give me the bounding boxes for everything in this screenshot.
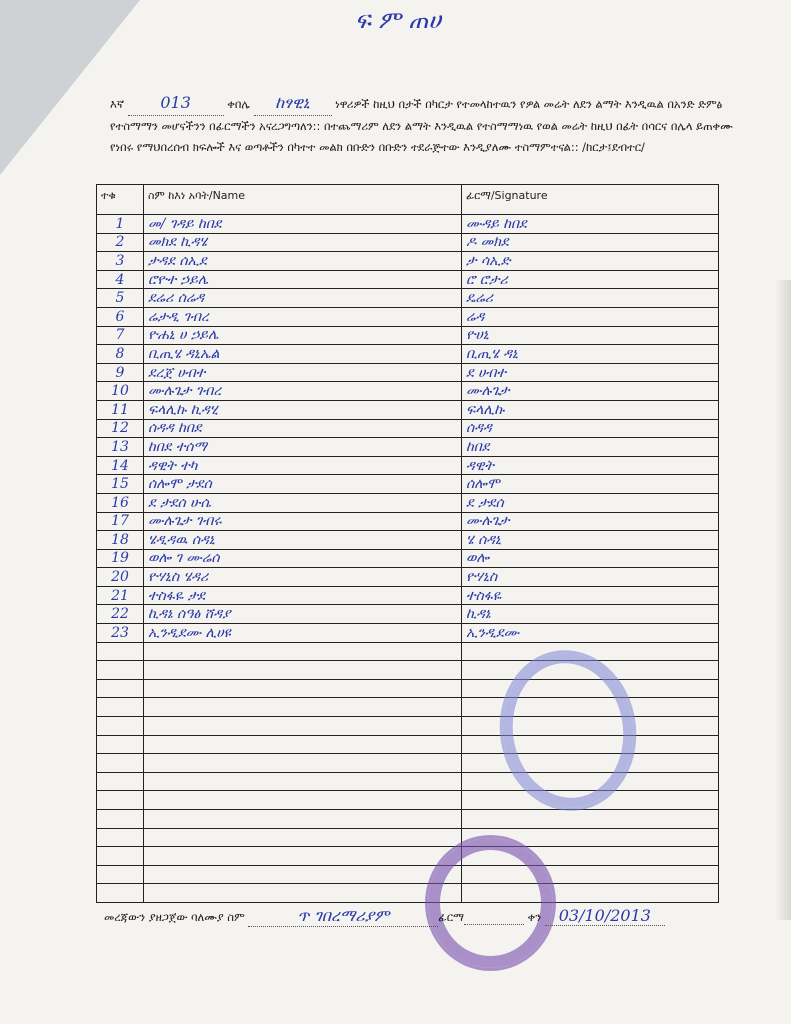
table-row-empty xyxy=(97,661,719,680)
row-number: 12 xyxy=(97,419,144,438)
row-signature: ተስፋዬ xyxy=(462,586,719,605)
row-name: ዮሐኒ ሀ ኃይሌ xyxy=(144,326,462,345)
row-signature: ፍላሊኩ xyxy=(462,400,719,419)
row-signature: ሙሉጌታ xyxy=(462,512,719,531)
table-row xyxy=(97,605,719,624)
row-signature: ኪዳኔ xyxy=(462,605,719,624)
row-name: ሄዲዳዉ ሰዳኒ xyxy=(144,531,462,550)
row-signature: ሙሉጌታ xyxy=(462,382,719,401)
table-row xyxy=(97,233,719,252)
table-row-empty xyxy=(97,791,719,810)
row-number: 13 xyxy=(97,438,144,457)
paper-edge xyxy=(775,280,791,920)
row-name: ደ ታደሰ ሁሴ xyxy=(144,493,462,512)
table-row-empty xyxy=(97,847,719,866)
table-row xyxy=(97,456,719,475)
row-number: 18 xyxy=(97,531,144,550)
id-value: 013 xyxy=(160,93,191,112)
row-number: 22 xyxy=(97,605,144,624)
row-signature: ኢንዲደሙ xyxy=(462,624,719,643)
row-number: 16 xyxy=(97,493,144,512)
row-name: ሮዮተ ኃይሌ xyxy=(144,270,462,289)
table-row xyxy=(97,531,719,550)
row-name: ሙሉጌታ ገብረ xyxy=(144,382,462,401)
date-label: ቀን xyxy=(527,910,542,924)
row-number: 19 xyxy=(97,549,144,568)
row-number: 8 xyxy=(97,345,144,364)
date-value: 03/10/2013 xyxy=(558,906,651,925)
row-number: 7 xyxy=(97,326,144,345)
header-number: ተቁ xyxy=(97,185,144,215)
table-row xyxy=(97,363,719,382)
table-row xyxy=(97,252,719,271)
row-number: 6 xyxy=(97,307,144,326)
row-name: ሙሉጌታ ገብሩ xyxy=(144,512,462,531)
table-row xyxy=(97,475,719,494)
row-number: 10 xyxy=(97,382,144,401)
row-signature: ወሎ xyxy=(462,549,719,568)
row-signature: ታ ሳኢድ xyxy=(462,252,719,271)
attendance-table xyxy=(96,184,719,903)
row-name: መ/ ገዳይ ከበደ xyxy=(144,215,462,234)
preparer-footer xyxy=(104,906,665,927)
row-name: ኢንዲደሙ ሊሀዩ xyxy=(144,624,462,643)
table-header-row xyxy=(97,185,719,215)
row-signature: ከበደ xyxy=(462,438,719,457)
table-row-empty xyxy=(97,810,719,829)
row-signature: ሰዳዳ xyxy=(462,419,719,438)
table-row xyxy=(97,215,719,234)
table-row xyxy=(97,549,719,568)
row-number: 4 xyxy=(97,270,144,289)
table-row xyxy=(97,345,719,364)
row-name: ተስፋዬ ታደ xyxy=(144,586,462,605)
row-name: መክደ ኪዳሄ xyxy=(144,233,462,252)
preparer-label: መረጃውን ያዘጋጀው ባለሙያ ስም xyxy=(104,910,245,924)
row-signature: ዶ መክደ xyxy=(462,233,719,252)
row-name: ቢጢሄ ዳኒኤል xyxy=(144,345,462,364)
table-row xyxy=(97,624,719,643)
row-name: ደረጀ ሀብተ xyxy=(144,363,462,382)
row-signature: ሮ ሮታሪ xyxy=(462,270,719,289)
row-number: 21 xyxy=(97,586,144,605)
table-row xyxy=(97,586,719,605)
row-name: ዮሃኒስ ሄዳሪ xyxy=(144,568,462,587)
table-row xyxy=(97,382,719,401)
row-number: 5 xyxy=(97,289,144,308)
row-name: ደሬሪ ሰሬዳ xyxy=(144,289,462,308)
row-number: 11 xyxy=(97,400,144,419)
intro-body: ነዋሪዎች ከዚህ በታች በካርታ የተመላከተዉን የዎል መሬት ለደን ልማት እንዲዉል በአንድ ድምፅ የተስማማን መሆናችንን በፊርማችን አናረጋግጣለን:: በተጨማሪም ለደን ልማት እንዲዉል የተስማማነዉ የወል መሬት ከዚህ በፊት በሳርና በሌላ ይጠቀሙ የነበሩ የማህበረሰብ ክፍሎች እና ወጣቶችን በካተተ መልክ በቡድን በቡድን ተደራጅተው እንዲያለሙ ተስማምተናል:: /ከርታ፤ደብተር/ xyxy=(110,97,733,154)
intro-we: እኛ xyxy=(110,97,124,111)
intro-kebele: ቀበሌ xyxy=(227,97,250,111)
row-signature: ዮሀኒ xyxy=(462,326,719,345)
row-name: ዳዊት ተካ xyxy=(144,456,462,475)
row-signature: ሰሎሞ xyxy=(462,475,719,494)
row-number: 2 xyxy=(97,233,144,252)
row-signature: ዴሬሪ xyxy=(462,289,719,308)
row-number: 15 xyxy=(97,475,144,494)
row-name: ወሎ ገ ሙሬሰ xyxy=(144,549,462,568)
table-row xyxy=(97,307,719,326)
row-signature: ሙዳይ ከበደ xyxy=(462,215,719,234)
row-signature: ደ ሀብተ xyxy=(462,363,719,382)
row-name: ፍላሊኩ ኪዳሂ xyxy=(144,400,462,419)
table-row xyxy=(97,512,719,531)
row-number: 3 xyxy=(97,252,144,271)
preparer-name: ጥ ገበረማሪያም xyxy=(297,906,390,925)
row-signature: ሬዳ xyxy=(462,307,719,326)
table-row-empty xyxy=(97,865,719,884)
row-name: ሰዳዳ ከበደ xyxy=(144,419,462,438)
row-signature: ዮሃኒስ xyxy=(462,568,719,587)
purple-round-stamp xyxy=(425,835,556,971)
intro-paragraph xyxy=(110,92,750,158)
row-name: ሰሎሞ ታደሰ xyxy=(144,475,462,494)
row-number: 23 xyxy=(97,624,144,643)
row-number: 20 xyxy=(97,568,144,587)
table-row xyxy=(97,419,719,438)
row-number: 17 xyxy=(97,512,144,531)
table-row xyxy=(97,326,719,345)
table-row xyxy=(97,400,719,419)
table-row xyxy=(97,493,719,512)
table-row-empty xyxy=(97,884,719,903)
row-name: ታዳደ ሰኢደ xyxy=(144,252,462,271)
kebele-value: ከፃዊኒ xyxy=(275,93,310,112)
row-number: 9 xyxy=(97,363,144,382)
row-signature: ደ ታደሰ xyxy=(462,493,719,512)
handwritten-title: ፍ ም ጠሀ xyxy=(355,6,442,34)
table-row xyxy=(97,568,719,587)
table-row xyxy=(97,438,719,457)
table-row xyxy=(97,270,719,289)
row-signature: ዳዊት xyxy=(462,456,719,475)
header-signature: ፊርማ/Signature xyxy=(462,185,719,215)
row-signature: ቢጢሄ ዳኒ xyxy=(462,345,719,364)
table-row-empty xyxy=(97,642,719,661)
row-name: ከበደ ተሰማ xyxy=(144,438,462,457)
row-name: ኪዳኔ ሰዓፅ ሸዳያ xyxy=(144,605,462,624)
table-row-empty xyxy=(97,828,719,847)
table-row xyxy=(97,289,719,308)
signature-label: ፊርማ xyxy=(438,910,464,924)
header-name: ስም ከእነ አባት/Name xyxy=(144,185,462,215)
row-signature: ሄ ሰዳኒ xyxy=(462,531,719,550)
row-name: ሬታዲ ገብረ xyxy=(144,307,462,326)
row-number: 14 xyxy=(97,456,144,475)
row-number: 1 xyxy=(97,215,144,234)
